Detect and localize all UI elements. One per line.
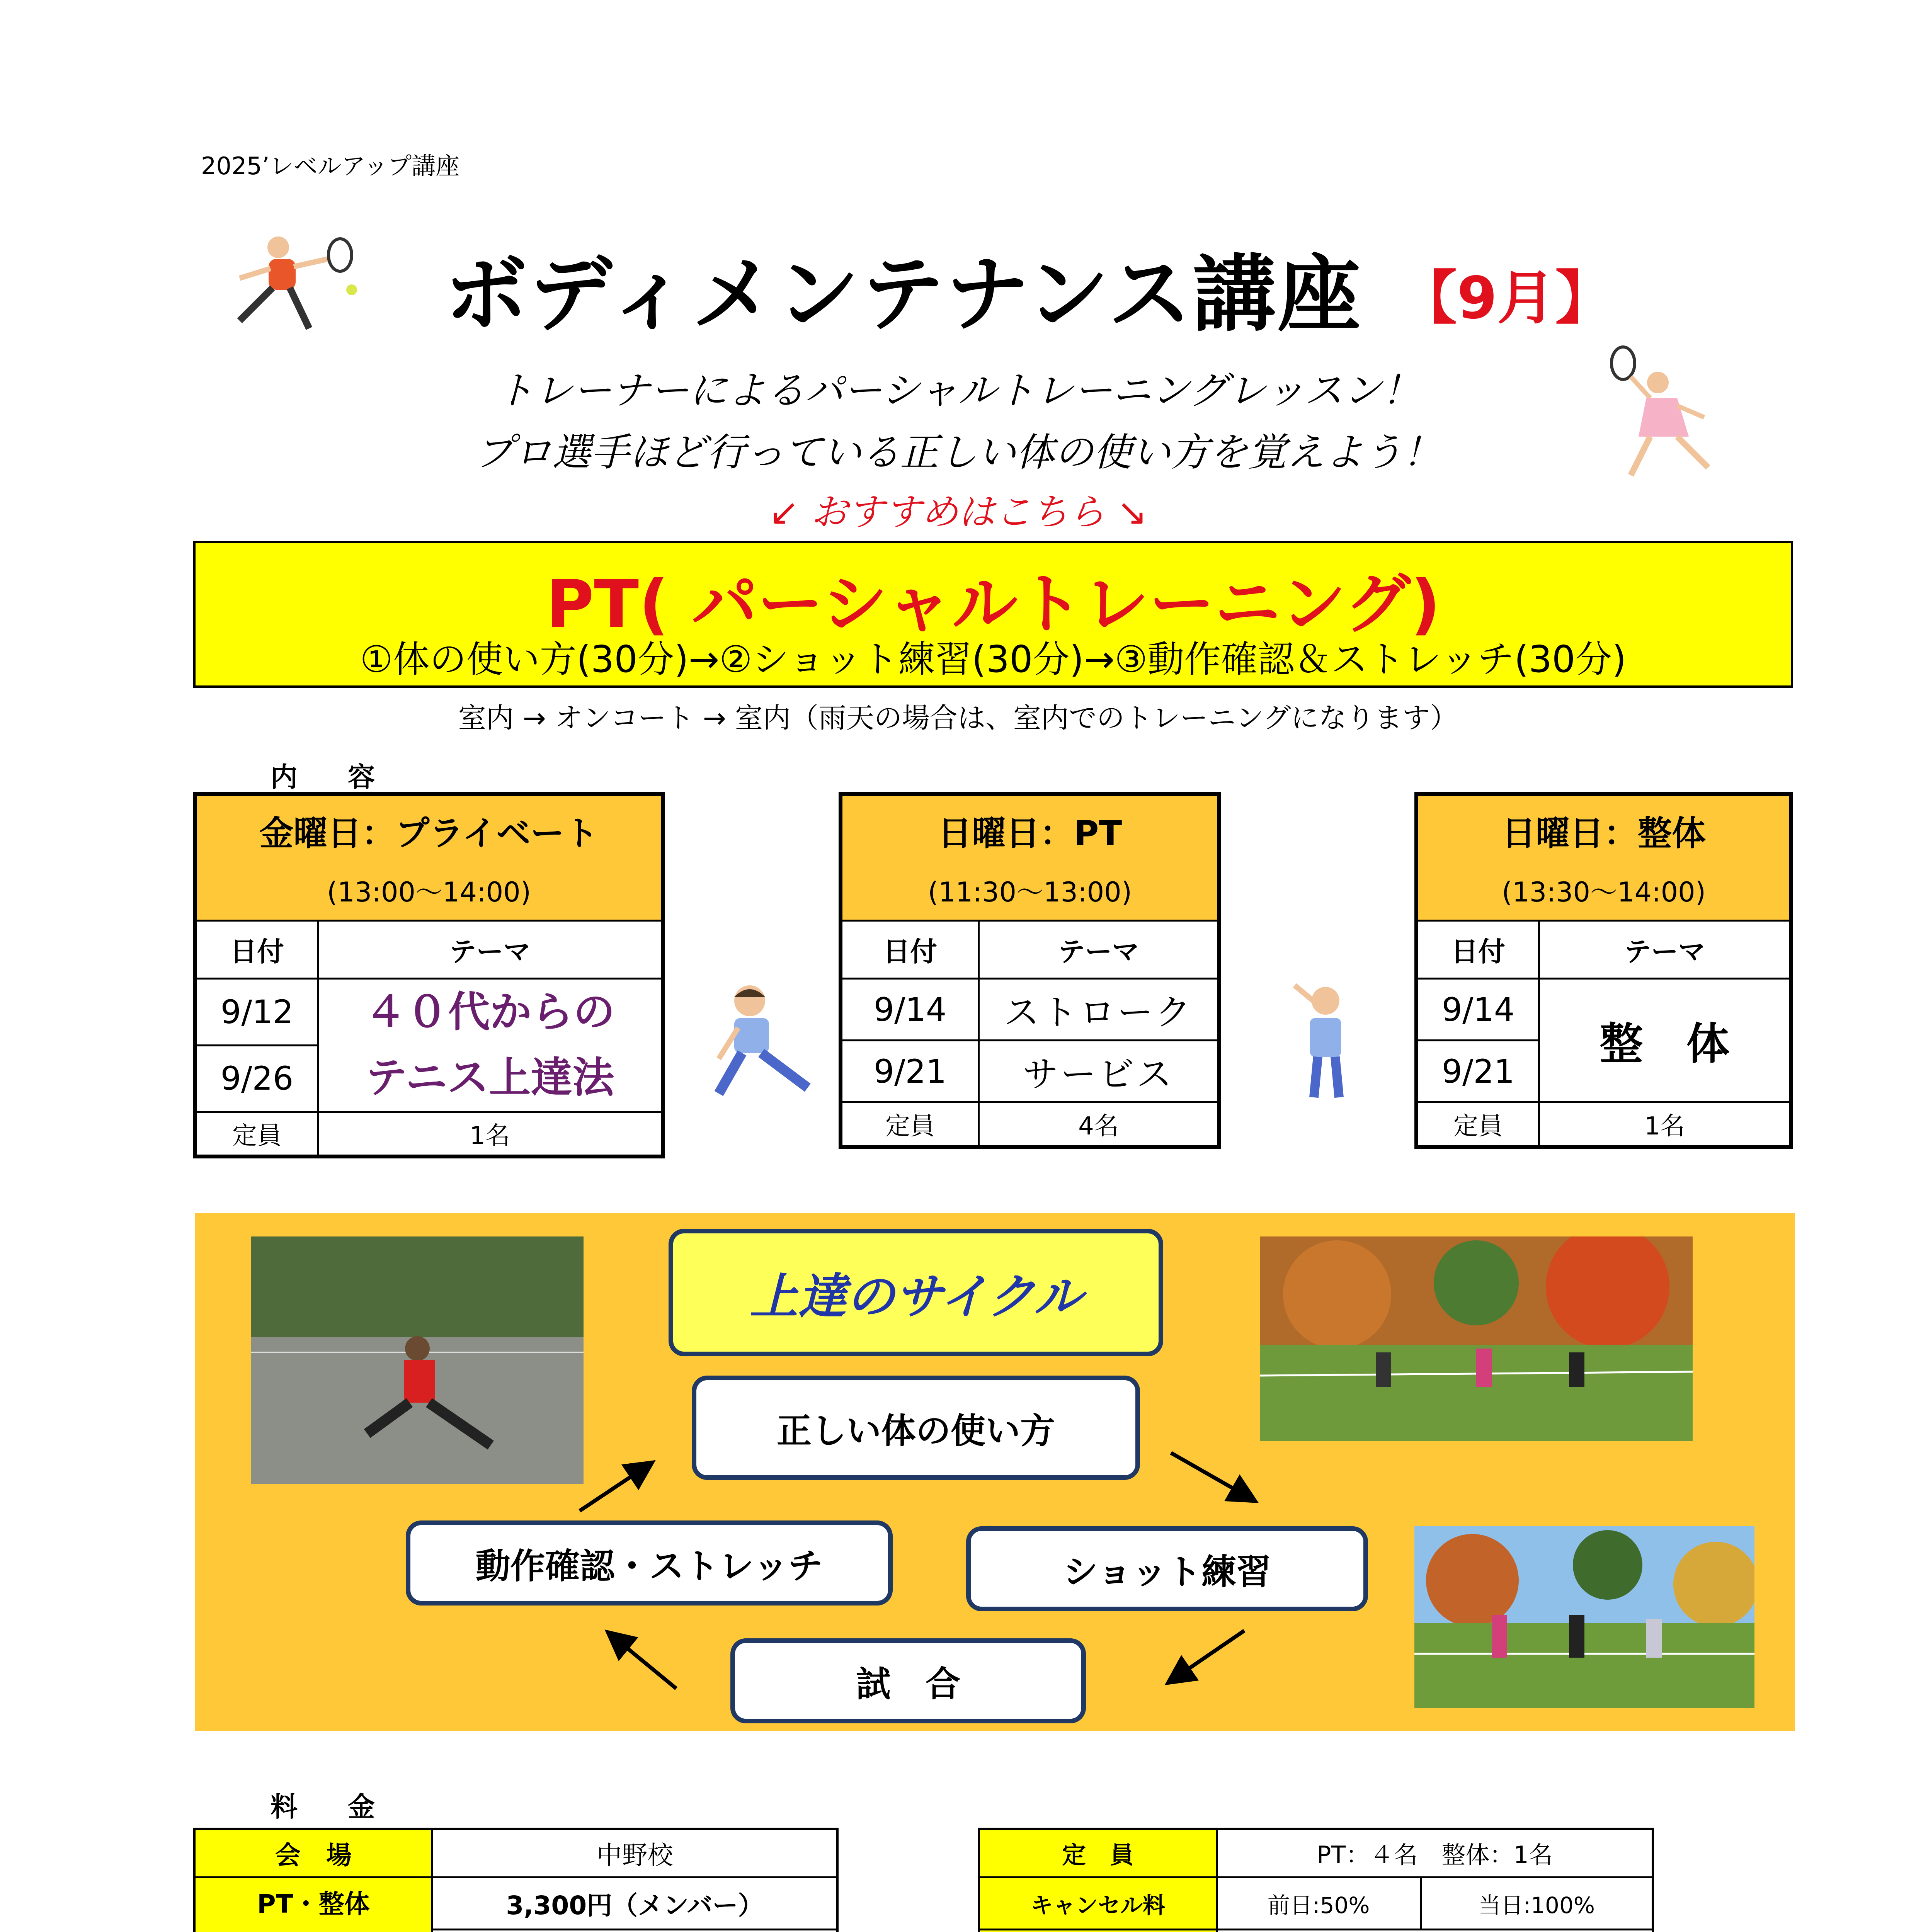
- schedule-table-sunday-seitai: [1414, 792, 1793, 1149]
- date-cell: 9/26: [195, 1045, 318, 1112]
- cycle-title: 上達のサイクル: [669, 1229, 1163, 1356]
- apply-label: [979, 1929, 1217, 1932]
- col-theme: テーマ: [1539, 921, 1792, 979]
- pt-fee-visitor: [432, 1929, 838, 1932]
- subtitle-line-1: トレーナーによるパーシャルトレーニングレッスン！: [495, 368, 1421, 413]
- training-photo-lunge: [251, 1236, 584, 1484]
- theme-line: ４０代からの: [364, 988, 615, 1036]
- main-title: ボディメンテナンス講座: [444, 246, 1362, 343]
- tennis-player-illustration: [216, 232, 363, 348]
- col-theme: テーマ: [318, 921, 663, 979]
- cycle-step-shot-practice: ショット練習: [966, 1526, 1368, 1611]
- capacity-label: 定員: [195, 1112, 318, 1156]
- content-section-label: 内 容: [271, 761, 386, 793]
- cancel-fee-same-day: 当日:100%: [1421, 1877, 1653, 1929]
- capacity-label: 定員: [841, 1102, 979, 1147]
- theme-cell: [318, 979, 663, 1112]
- pt-fee-label-line: [196, 1929, 431, 1932]
- date-cell: 9/14: [1416, 979, 1539, 1041]
- cancel-fee-prev-day: 前日:50%: [1217, 1877, 1421, 1929]
- cancel-fee-label: キャンセル料: [979, 1877, 1217, 1929]
- schedule-title: 金曜日：プライベート: [259, 813, 599, 853]
- capacity-value: PT：４名 整体：1名: [1217, 1829, 1653, 1877]
- schedule-header: [1416, 794, 1791, 921]
- theme-line: テニス上達法: [365, 1054, 614, 1102]
- pt-fee-label: [194, 1877, 432, 1932]
- venue-value: 中野校: [432, 1829, 838, 1877]
- schedule-time: (13:30～14:00): [1501, 876, 1706, 908]
- cycle-step-body-usage: 正しい体の使い方: [692, 1376, 1140, 1480]
- fees-table: [193, 1828, 839, 1932]
- date-cell: 9/21: [841, 1041, 979, 1102]
- col-date: 日付: [195, 921, 318, 979]
- stretching-boy-illustration: [703, 981, 819, 1105]
- theme-cell: ストローク: [979, 979, 1220, 1041]
- col-theme: テーマ: [979, 921, 1220, 979]
- date-cell: 9/14: [841, 979, 979, 1041]
- col-date: 日付: [1416, 921, 1539, 979]
- month-tag: 【9月】: [1399, 265, 1613, 332]
- cycle-step-match: 試 合: [730, 1638, 1086, 1723]
- date-cell: 9/12: [195, 979, 318, 1046]
- apply-value: [1217, 1929, 1653, 1932]
- stretching-man-illustration: [1291, 981, 1368, 1105]
- schedule-header: [195, 794, 663, 921]
- capacity-value: 1名: [1539, 1102, 1792, 1147]
- schedule-title: 日曜日：PT: [938, 813, 1122, 853]
- info-table: [978, 1828, 1654, 1932]
- theme-cell: 整 体: [1539, 979, 1792, 1102]
- training-photo-court-group: [1260, 1236, 1693, 1441]
- schedule-header: [841, 794, 1219, 921]
- fees-section-label: 料 金: [271, 1791, 386, 1823]
- course-series-label: 2025’レベルアップ講座: [201, 152, 460, 180]
- pt-fee-member: 3,300円（メンバー）: [432, 1877, 838, 1929]
- schedule-table-sunday-pt: [839, 792, 1221, 1149]
- theme-cell: サービス: [979, 1041, 1220, 1102]
- recommend-label: ↙ おすすめはこちら ↘: [768, 491, 1148, 534]
- cycle-step-check-stretch: 動作確認・ストレッチ: [406, 1520, 893, 1605]
- capacity-value: 4名: [979, 1102, 1220, 1147]
- pt-fee-label-line: PT・整体: [257, 1889, 370, 1919]
- schedule-table-friday: [193, 792, 665, 1158]
- pt-title: PT( パーシャルトレーニング): [546, 566, 1441, 643]
- pt-highlight-box: [193, 541, 1793, 688]
- col-date: 日付: [841, 921, 979, 979]
- schedule-time: (11:30～13:00): [927, 876, 1132, 908]
- training-photo-court-practice: [1414, 1526, 1754, 1708]
- schedule-title: 日曜日：整体: [1501, 813, 1706, 853]
- capacity-label: 定員: [1416, 1102, 1539, 1147]
- pt-steps: ①体の使い方(30分)→②ショット練習(30分)→③動作確認＆ストレッチ(30分): [360, 638, 1627, 681]
- capacity-label: 定 員: [979, 1829, 1217, 1877]
- flow-note: 室内 → オンコート → 室内（雨天の場合は、室内でのトレーニングになります）: [458, 702, 1458, 734]
- venue-label: 会 場: [194, 1829, 432, 1877]
- schedule-time: (13:00～14:00): [327, 876, 531, 908]
- subtitle-line-2: プロ選手ほど行っている正しい体の使い方を覚えよう！: [475, 430, 1441, 475]
- capacity-value: 1名: [318, 1112, 663, 1156]
- date-cell: 9/21: [1416, 1041, 1539, 1102]
